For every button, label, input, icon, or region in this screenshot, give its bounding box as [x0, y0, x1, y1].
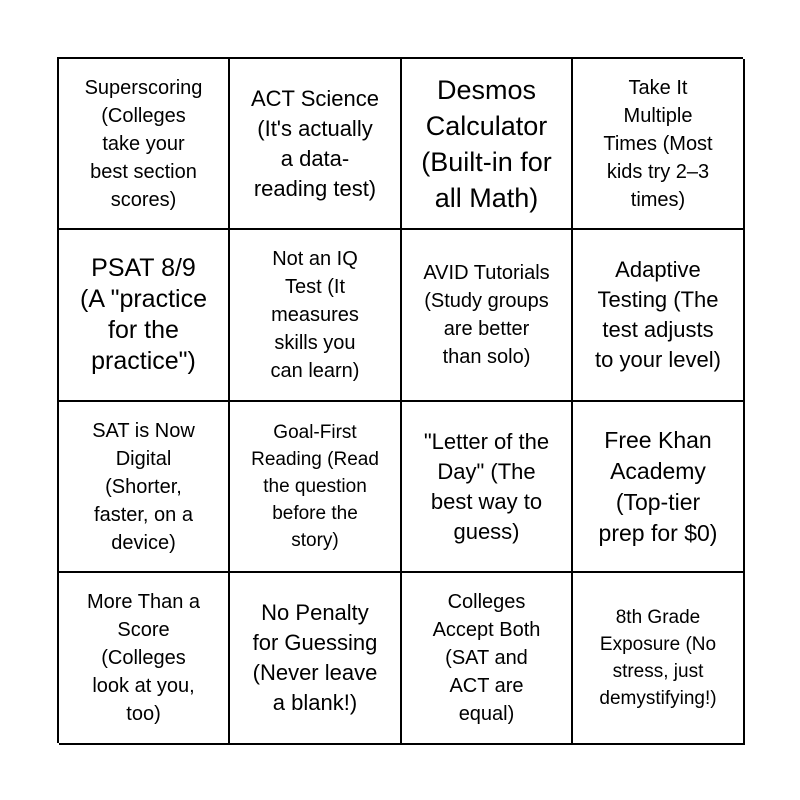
cell-text: Adaptive Testing (The test adjusts to your level)	[595, 257, 721, 372]
bingo-cell[interactable]	[402, 402, 573, 573]
bingo-cell[interactable]	[402, 59, 573, 230]
bingo-cell[interactable]	[230, 573, 402, 745]
cell-text: Take It Multiple Times (Most kids try 2–3 times)	[603, 76, 713, 211]
cell-text: SAT is Now Digital (Shorter, faster, on a device)	[92, 419, 195, 554]
bingo-cell[interactable]	[230, 59, 402, 230]
cell-text: PSAT 8/9 (A "practice for the practice")	[80, 254, 207, 375]
cell-text: "Letter of the Day" (The best way to guess)	[423, 428, 550, 544]
bingo-cell[interactable]	[573, 230, 745, 402]
cell-text: AVID Tutorials (Study groups are better than solo)	[423, 262, 550, 368]
bingo-cell[interactable]	[402, 573, 573, 745]
cell-text: Colleges Accept Both (SAT and ACT are equal)	[432, 591, 541, 725]
cell-text: Free Khan Academy (Top-tier prep for $0)	[598, 426, 718, 546]
bingo-cell[interactable]	[573, 402, 745, 573]
bingo-cell[interactable]	[59, 402, 230, 573]
bingo-cell[interactable]	[230, 230, 402, 402]
bingo-cell[interactable]	[402, 230, 573, 402]
cell-text: ACT Science (It's actually a data- reading test)	[251, 85, 379, 201]
bingo-cell[interactable]	[59, 573, 230, 745]
cell-text: Not an IQ Test (It measures skills you can learn)	[270, 248, 360, 382]
bingo-board	[57, 57, 743, 743]
cell-text: 8th Grade Exposure (No stress, just demystifying!)	[599, 607, 717, 709]
bingo-cell[interactable]	[573, 59, 745, 230]
bingo-cell[interactable]	[230, 402, 402, 573]
cell-text: More Than a Score (Colleges look at you, too)	[86, 591, 201, 725]
cell-text: Goal-First Reading (Read the question before the story)	[251, 422, 379, 551]
bingo-cell[interactable]	[59, 230, 230, 402]
bingo-cell[interactable]	[59, 59, 230, 230]
cell-text: Superscoring (Colleges take your best section scores)	[84, 76, 203, 211]
cell-text: No Penalty for Guessing (Never leave a blank!)	[252, 600, 378, 715]
cell-text: Desmos Calculator (Built-in for all Math)	[421, 74, 552, 213]
bingo-cell[interactable]	[573, 573, 745, 745]
